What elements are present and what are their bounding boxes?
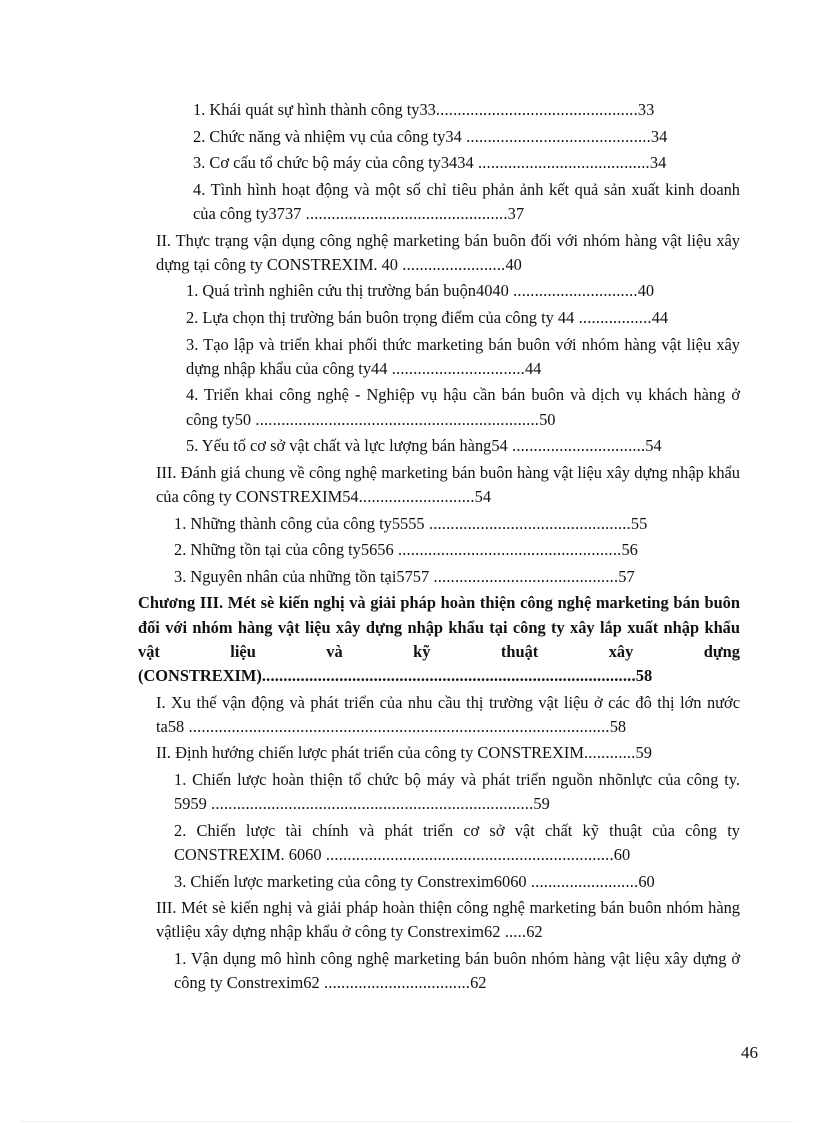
toc-entry-title: 5. Yếu tố cơ sở vật chất và lực lượng bán hàng54 (186, 436, 508, 456)
toc-entry-title: 1. Vận dụng mô hình công nghệ marketing bán buôn nhóm hàng vật liệu xây dựng ở công ty Constrexim62 (174, 948, 740, 993)
toc-entry (174, 512, 740, 536)
toc-entry (138, 591, 740, 688)
toc-entry-page: 59 (533, 794, 550, 814)
toc-entry (174, 768, 740, 816)
toc-entry-leader: ............................. (508, 281, 638, 301)
toc-entry-leader: ....................................................................................... (261, 665, 636, 685)
toc-entry (156, 691, 740, 739)
toc-entry-leader: ......................... (526, 871, 639, 891)
table-of-contents (138, 98, 740, 998)
toc-entry-page: 58 (609, 716, 627, 736)
toc-entry-title: II. Định hướng chiến lược phát triển của công ty CONSTREXIM (156, 743, 584, 763)
toc-entry-leader: ................................................................... (321, 844, 614, 864)
toc-entry-leader: ........................................... (461, 126, 651, 146)
toc-entry-page: 56 (621, 540, 638, 560)
toc-entry (174, 947, 740, 995)
toc-entry-leader: ........................................... (429, 566, 619, 586)
toc-entry-title: Chương III. Mét sè kiến nghị và giải pháp hoàn thiện công nghệ marketing bán buôn đối với nhóm hàng vật liệu xây dựng nhập khẩu tại công ty xây lắp xuất nhập khẩu vật liệu và kỹ thuật xây dựng (CONSTREXIM) (138, 593, 740, 685)
toc-entry (174, 819, 740, 867)
toc-entry-page: 44 (524, 358, 542, 378)
toc-entry-title: III. Đánh giá chung về công nghệ marketing bán buôn hàng vật liệu xây dựng nhập khẩu của công ty CONSTREXIM54 (156, 462, 740, 506)
toc-entry (186, 383, 740, 431)
toc-entry-title: 4. Triển khai công nghệ - Nghiệp vụ hậu cần bán buôn và dịch vụ khách hàng ở công ty50 (186, 385, 740, 429)
toc-entry (174, 565, 740, 589)
toc-entry (186, 333, 740, 381)
toc-entry-leader: ........................ (398, 254, 506, 274)
toc-entry-title: II. Thực trạng vận dụng công nghệ marketing bán buôn đối với nhóm hàng vật liệu xây dựng tại công ty CONSTREXIM. 40 (156, 230, 740, 274)
toc-entry (186, 306, 740, 330)
toc-entry-leader: ............................... (507, 436, 646, 456)
toc-entry-title: 3. Cơ cấu tổ chức bộ máy của công ty3434 (193, 153, 474, 173)
toc-entry-leader: ........................... (358, 486, 475, 506)
toc-entry-title: I. Xu thế vận động và phát triển của nhu cầu thị trường vật liệu ở các đô thị lớn nước ta58 (156, 692, 740, 736)
toc-entry-page: 34 (650, 126, 668, 146)
toc-entry-leader: ............................................... (424, 513, 631, 533)
toc-entry-page: 33 (637, 100, 655, 119)
toc-entry-leader: ..... (500, 922, 527, 942)
toc-entry-page: 50 (539, 409, 556, 429)
toc-entry (193, 98, 740, 122)
toc-entry-title: III. Mét sè kiến nghị và giải pháp hoàn thiện công nghệ marketing bán buôn nhóm hàng vậtliệu xây dựng nhập khẩu ở công ty Constrexim62 (156, 898, 740, 942)
toc-entry-page: 58 (635, 665, 653, 685)
toc-entry (186, 434, 740, 458)
toc-entry-page: 59 (635, 743, 652, 763)
toc-entry-leader: .................................................................. (251, 409, 540, 429)
toc-entry-title: 2. Lựa chọn thị trường bán buôn trọng điểm của công ty 44 (186, 307, 575, 327)
toc-entry-title: 2. Những tồn tại của công ty5656 (174, 540, 394, 560)
toc-entry-leader: ............................... (387, 358, 525, 378)
toc-entry-page: 34 (649, 153, 667, 173)
toc-entry-page: 60 (638, 871, 655, 891)
toc-entry (174, 870, 740, 894)
toc-entry-leader: ............................................... (301, 203, 508, 223)
toc-entry (174, 538, 740, 562)
toc-entry (156, 229, 740, 277)
toc-entry-leader: .................................. (319, 973, 471, 993)
toc-entry-leader: ............................................... (435, 100, 638, 119)
toc-entry (156, 741, 740, 765)
toc-entry-title: 3. Tạo lập và triển khai phối thức marketing bán buôn với nhóm hàng vật liệu xây dựng nhập khẩu của công ty44 (186, 334, 740, 378)
toc-entry-page: 62 (526, 922, 543, 942)
toc-entry (186, 279, 740, 303)
toc-entry-page: 40 (505, 254, 522, 274)
toc-entry (156, 896, 740, 944)
toc-entry-leader: ............ (583, 743, 636, 763)
toc-entry-title: 1. Chiến lược hoàn thiện tổ chức bộ máy và phát triển nguồn nhõnlực của công ty. 5959 (174, 769, 740, 814)
toc-entry-leader: ........................................ (473, 153, 650, 173)
toc-entry-page: 55 (630, 513, 648, 533)
toc-entry (193, 151, 740, 175)
toc-entry-leader: .................................................... (393, 540, 622, 560)
toc-entry-title: 3. Nguyên nhân của những tồn tại5757 (174, 566, 430, 586)
toc-entry-title: 1. Khái quát sự hình thành công ty33 (193, 100, 436, 119)
toc-entry-title: 2. Chiến lược tài chính và phát triển cơ sở vật chất kỹ thuật của công ty CONSTREXIM. 6060 (174, 820, 740, 864)
toc-entry-page: 40 (637, 281, 655, 301)
toc-entry-leader: ................. (574, 307, 652, 327)
toc-entry-title: 1. Những thành công của công ty5555 (174, 513, 425, 533)
toc-entry (156, 461, 740, 509)
toc-entry-title: 4. Tình hình hoạt động và một số chỉ tiêu phản ảnh kết quả sản xuất kinh doanh của công ty3737 (193, 179, 740, 223)
toc-entry-page: 54 (474, 486, 492, 506)
page-number: 46 (741, 1043, 758, 1062)
footer-divider (22, 1121, 794, 1122)
toc-entry-title: 3. Chiến lược marketing của công ty Constrexim6060 (174, 871, 527, 891)
toc-entry-title: 1. Quá trình nghiên cứu thị trường bán buộn4040 (186, 281, 509, 301)
toc-entry (193, 125, 740, 149)
toc-entry-page: 37 (507, 203, 525, 223)
toc-entry-page: 60 (613, 844, 631, 864)
toc-entry-leader: ........................................................................... (206, 794, 534, 814)
toc-entry-page: 54 (645, 436, 662, 456)
toc-entry-page: 57 (618, 566, 635, 586)
toc-entry-page: 62 (470, 973, 487, 993)
toc-entry (193, 178, 740, 226)
toc-entry-page: 44 (651, 307, 669, 327)
toc-entry-title: 2. Chức năng và nhiệm vụ của công ty34 (193, 126, 462, 146)
toc-entry-leader: .................................................................................................. (184, 716, 610, 736)
